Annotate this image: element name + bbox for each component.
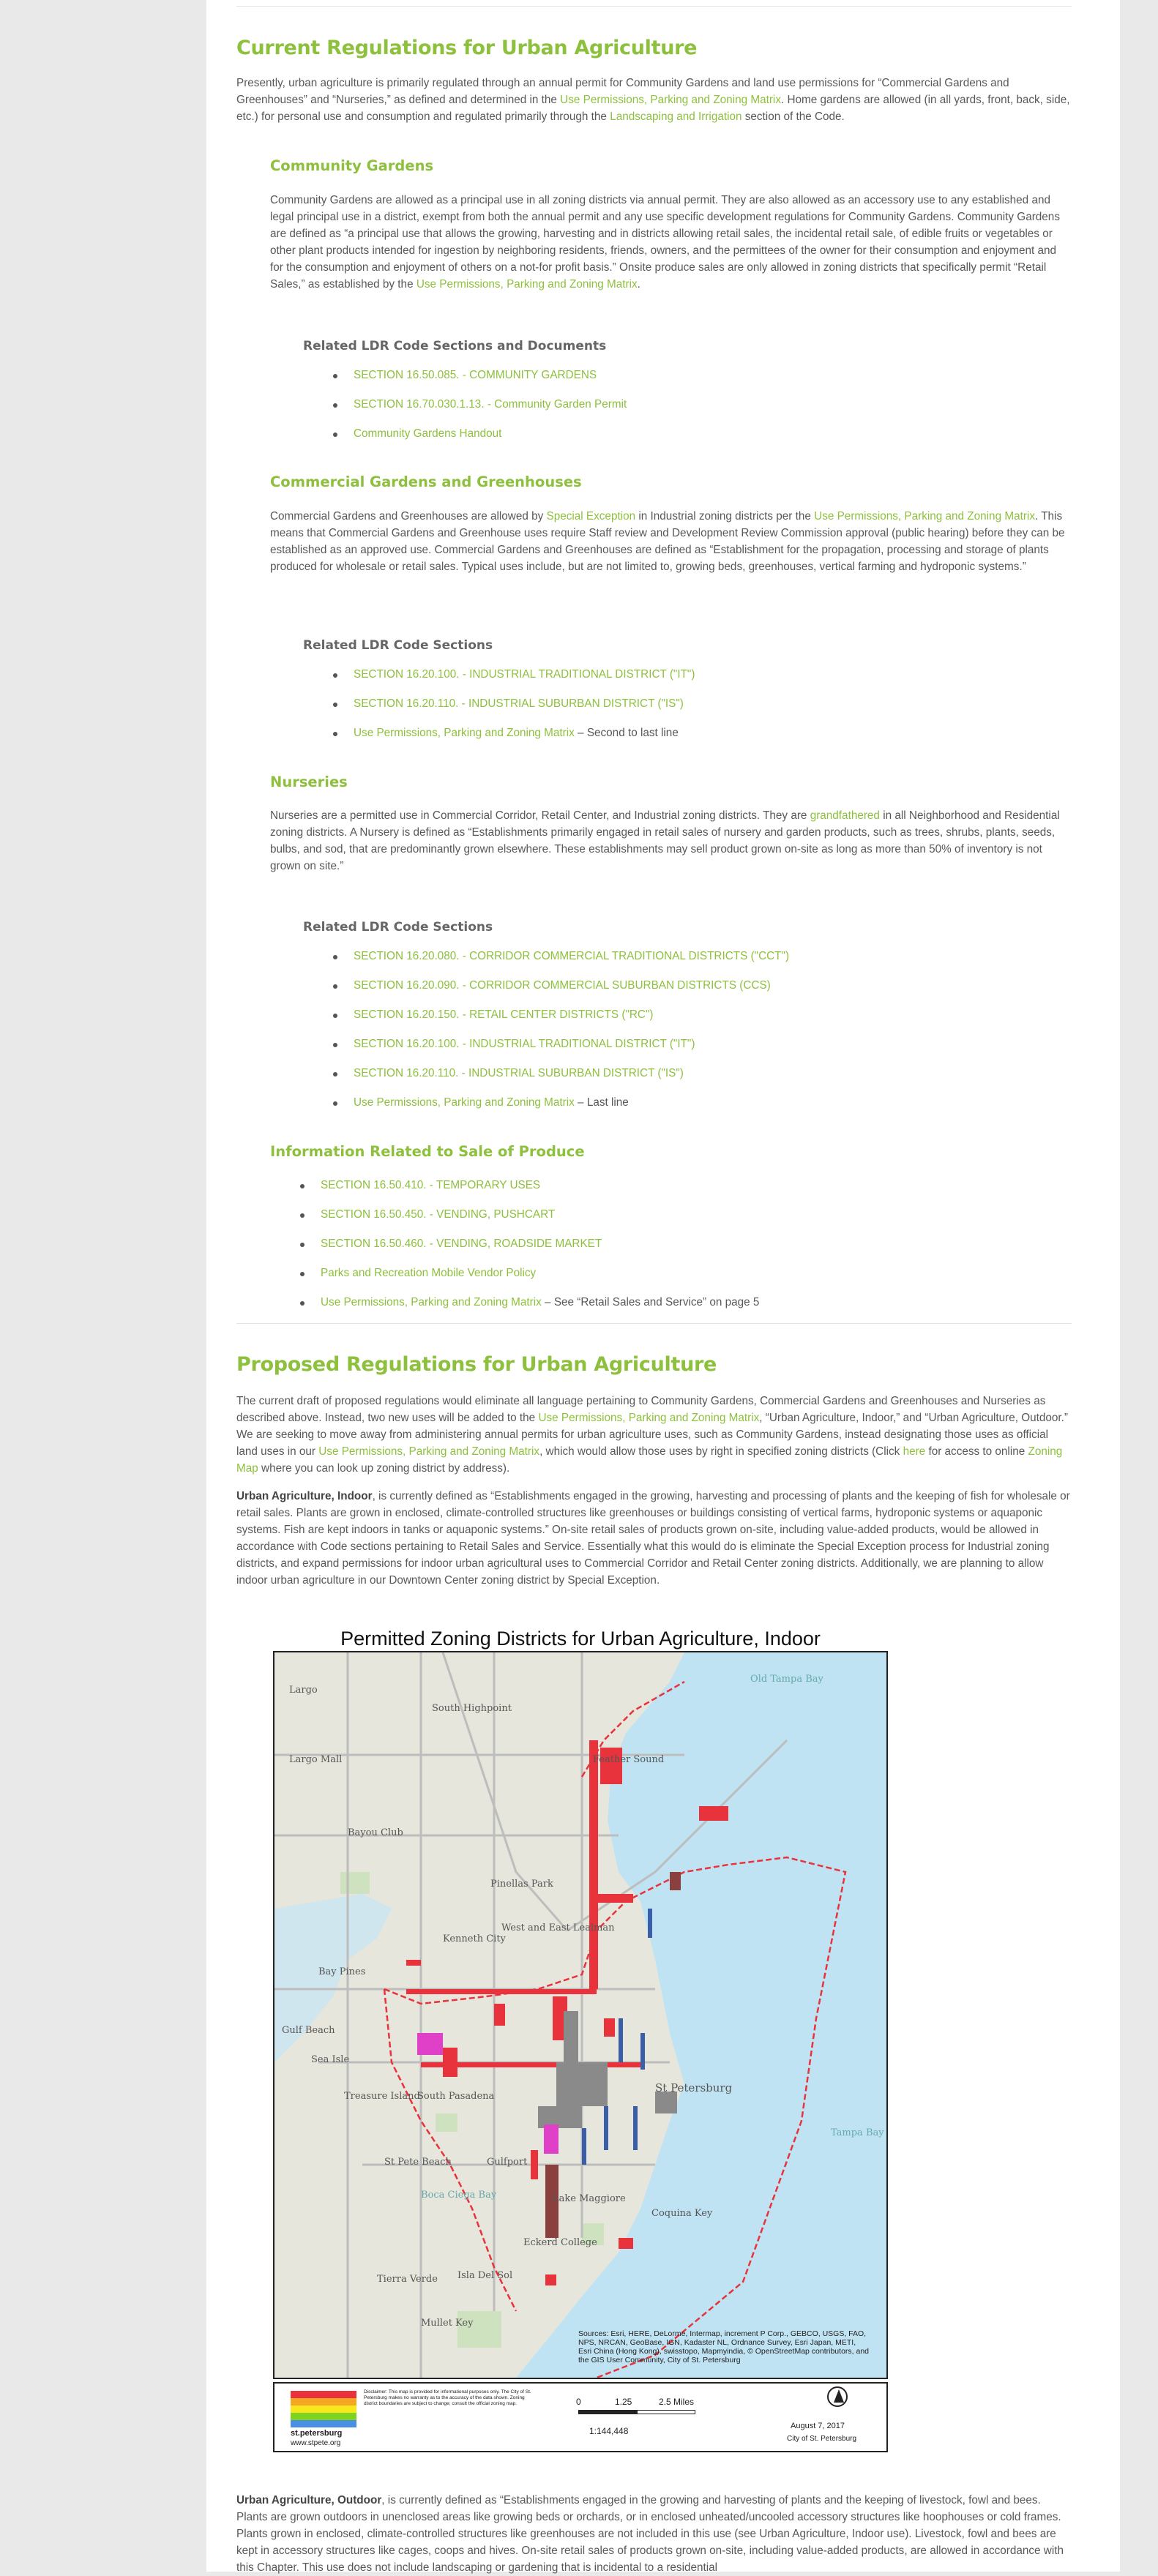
place-label: Lake Maggiore	[553, 2193, 626, 2204]
nurseries-related-heading: Related LDR Code Sections	[303, 920, 493, 935]
community-related-heading: Related LDR Code Sections and Documents	[303, 339, 607, 353]
code-section-link[interactable]: SECTION 16.20.150. - RETAIL CENTER DISTRICTS ("RC")	[354, 1008, 654, 1021]
place-label: Tierra Verde	[377, 2274, 438, 2285]
matrix-link[interactable]: Use Permissions, Parking and Zoning Matrix	[354, 1096, 575, 1109]
list-item	[299, 1237, 1031, 1251]
landscaping-link[interactable]: Landscaping and Irrigation	[610, 111, 742, 123]
place-label: Gulf Beach	[282, 2025, 335, 2036]
code-section-link[interactable]: SECTION 16.70.030.1.13. - Community Garden Permit	[354, 398, 627, 411]
place-label: South Highpoint	[432, 1703, 512, 1714]
park-area	[436, 2113, 457, 2132]
scale-ratio: 1:144,448	[589, 2426, 629, 2436]
map-date: August 7, 2017	[791, 2422, 845, 2430]
section-divider	[236, 1323, 1072, 1324]
nurseries-related-list	[332, 949, 1064, 1125]
scale-label-0: 0	[576, 2397, 581, 2407]
place-label: St Pete Beach	[384, 2157, 452, 2168]
map-graphic	[274, 1652, 886, 2378]
list-item	[332, 368, 1064, 383]
place-label: Sea Isle	[311, 2054, 350, 2065]
map-sources: Sources: Esri, HERE, DeLorme, Intermap, increment P Corp., GEBCO, USGS, FAO, NPS, NRCAN, GeoBase, IGN, Kadaster NL, Ordnance Survey, Esri Japan, METI, Esri China (Hong Kong), swisstopo, Mapmyindia, © OpenStreetMap contributors, and the GIS User Community, City of St. Petersburg	[578, 2329, 870, 2365]
place-label: Gulfport	[487, 2157, 528, 2168]
code-section-link[interactable]: SECTION 16.20.100. - INDUSTRIAL TRADITIONAL DISTRICT ("IT")	[354, 1038, 695, 1050]
north-arrow-icon	[827, 2386, 848, 2407]
list-item	[332, 1066, 1064, 1081]
logo-name: st.petersburg	[291, 2429, 343, 2438]
top-divider	[236, 6, 1072, 7]
place-label: Feather Sound	[593, 1754, 665, 1765]
place-label: Mullet Key	[421, 2318, 474, 2329]
place-label: Boca Ciega Bay	[421, 2190, 497, 2201]
sale-list	[299, 1178, 1031, 1325]
proposed-title: Proposed Regulations for Urban Agriculture	[236, 1353, 717, 1376]
community-gardens-heading: Community Gardens	[270, 157, 434, 174]
current-intro: Presently, urban agriculture is primarily regulated through an annual permit for Community Gardens and land use permissions for “Commercial Gardens and Greenhouses” and “Nurseries,” as defined and determined in the Use Permissions, Parking and Zoning Matrix. Home gardens are allowed (in all yards, front, back, side, etc.) for personal use and consumption and regulated primarily through the Landscaping and Irrigation section of the Code.	[236, 77, 1070, 123]
list-item	[299, 1266, 1031, 1281]
commercial-gardens-heading: Commercial Gardens and Greenhouses	[270, 473, 582, 490]
special-exception-link[interactable]: Special Exception	[546, 510, 636, 523]
place-label: Largo Mall	[289, 1754, 343, 1765]
place-label: Largo	[289, 1685, 318, 1696]
list-item: Use Permissions, Parking and Zoning Matrix – See “Retail Sales and Service” on page 5	[299, 1295, 1031, 1310]
place-label: St Petersburg	[655, 2081, 733, 2094]
vendor-policy-link[interactable]: Parks and Recreation Mobile Vendor Policy	[321, 1267, 537, 1279]
indoor-definition: Urban Agriculture, Indoor, is currently defined as “Establishments engaged in the growing, harvesting and processing of plants and the keeping of fish for wholesale or retail sales. Plants are grown in enclosed, climate-controlled structures like greenhouses or buildings consisting of vertical farms, hydroponic systems or aquaponic systems. Fish are kept indoors in tanks or aquaponic systems.” On-site retail sales of products grown on-site, including value-added products, would be allowed in accordance with Code sections pertaining to Retail Sales and Service. Essentially what this would do is eliminate the Special Exception process for Industrial zoning districts, and expand permissions for indoor urban agricultural uses to Commercial Corridor and Retail Center zoning districts. Additionally, we are planning to allow indoor urban agriculture in our Downtown Center zoning district by Special Exception.	[236, 1490, 1070, 1587]
list-item	[332, 427, 1064, 441]
commercial-related-list	[332, 667, 1064, 755]
map-legend	[273, 2382, 888, 2452]
place-label: Coquina Key	[651, 2208, 713, 2219]
code-section-link[interactable]: SECTION 16.20.110. - INDUSTRIAL SUBURBAN DISTRICT ("IS")	[354, 697, 684, 710]
commercial-related-heading: Related LDR Code Sections	[303, 638, 493, 653]
community-related-list	[332, 368, 1064, 456]
list-item	[332, 1037, 1064, 1052]
matrix-link[interactable]: Use Permissions, Parking and Zoning Matrix	[354, 727, 575, 739]
code-section-link[interactable]: SECTION 16.20.080. - CORRIDOR COMMERCIAL TRADITIONAL DISTRICTS ("CCT")	[354, 950, 790, 962]
map-disclaimer: Disclaimer: This map is provided for informational purposes only. The City of St. Petersburg makes no warranty as to the accuracy of the data shown. Zoning district boundaries are subject to change; consult the official zoning map.	[364, 2389, 531, 2406]
proposed-intro: The current draft of proposed regulations would eliminate all language pertaining to Community Gardens, Commercial Gardens and Greenhouses and Nurseries as described above. Instead, two new uses will be added to the Use Permissions, Parking and Zoning Matrix, “Urban Agriculture, Indoor,” and “Urban Agriculture, Outdoor.” We are seeking to move away from administering annual permits for urban agriculture uses, such as Community Gardens, instead designating those uses as official land uses in our Use Permissions, Parking and Zoning Matrix, which would allow those uses by right in specified zoning districts (Click here for access to online Zoning Map where you can look up zoning district by address).	[236, 1395, 1068, 1475]
city-logo	[291, 2391, 356, 2427]
place-label: Bayou Club	[348, 1827, 403, 1838]
code-section-link[interactable]: SECTION 16.50.085. - COMMUNITY GARDENS	[354, 369, 597, 381]
scale-label-2: 2.5 Miles	[659, 2397, 695, 2407]
list-item	[332, 949, 1064, 964]
matrix-link[interactable]: Use Permissions, Parking and Zoning Matrix	[538, 1412, 760, 1424]
scale-label-1: 1.25	[615, 2397, 632, 2407]
place-label: Pinellas Park	[490, 1879, 553, 1890]
matrix-link[interactable]: Use Permissions, Parking and Zoning Matrix	[321, 1296, 542, 1308]
list-item	[299, 1178, 1031, 1193]
map-org: City of St. Petersburg	[787, 2435, 857, 2443]
zoning-map	[273, 1651, 888, 2379]
list-item	[332, 397, 1064, 412]
list-item	[332, 1008, 1064, 1022]
place-label: Old Tampa Bay	[750, 1674, 823, 1685]
place-label: South Pasadena	[417, 2091, 495, 2102]
scale-bar	[578, 2410, 695, 2414]
place-label: Bay Pines	[318, 1966, 366, 1977]
list-item: Use Permissions, Parking and Zoning Matrix – Second to last line	[332, 726, 1064, 741]
code-section-link[interactable]: SECTION 16.50.460. - VENDING, ROADSIDE MARKET	[321, 1238, 602, 1250]
map-title: Permitted Zoning Districts for Urban Agriculture, Indoor	[340, 1628, 821, 1650]
sale-heading: Information Related to Sale of Produce	[270, 1143, 585, 1160]
place-label: Kenneth City	[443, 1933, 506, 1944]
list-item	[332, 978, 1064, 993]
place-label: Eckerd College	[523, 2237, 597, 2248]
here-link[interactable]: here	[903, 1445, 926, 1458]
place-label: Tampa Bay	[831, 2127, 884, 2138]
list-item: Use Permissions, Parking and Zoning Matrix – Last line	[332, 1096, 1064, 1110]
handout-link[interactable]: Community Gardens Handout	[354, 427, 502, 440]
nurseries-heading: Nurseries	[270, 774, 348, 790]
current-title: Current Regulations for Urban Agriculture	[236, 37, 698, 59]
code-section-link[interactable]: SECTION 16.20.100. - INDUSTRIAL TRADITIONAL DISTRICT ("IT")	[354, 668, 695, 681]
grandfathered-link[interactable]: grandfathered	[810, 809, 880, 822]
community-gardens-text: Community Gardens are allowed as a principal use in all zoning districts via annual permit. They are also allowed as an accessory use to any established and legal principal use in a district, exempt from both the annual permit and any use specific development regulations for Community Gardens. Community Gardens are defined as “a principal use that allows the growing, harvesting and in districts allowing retail sales, the incidental retail sale, of edible fruits or vegetables or other plant products intended for ingestion by neighboring residents, friends, owners, and the permittees of the owner for their consumption and enjoyment and for the consumption and enjoyment of others on a not-for profit basis.” Onsite produce sales are only allowed in zoning districts that specifically permit “Retail Sales,” as established by the Use Permissions, Parking and Zoning Matrix.	[270, 194, 1060, 291]
place-label: Treasure Island	[344, 2091, 420, 2102]
code-section-link[interactable]: SECTION 16.20.110. - INDUSTRIAL SUBURBAN DISTRICT ("IS")	[354, 1067, 684, 1079]
logo-url: www.stpete.org	[291, 2439, 341, 2447]
matrix-link[interactable]: Use Permissions, Parking and Zoning Matrix	[560, 94, 781, 106]
park-area	[340, 1872, 370, 1894]
nurseries-text: Nurseries are a permitted use in Commercial Corridor, Retail Center, and Industrial zoning districts. They are grandfathered in all Neighborhood and Residential zoning districts. A Nursery is defined as “Establishments primarily engaged in retail sales of nursery and garden products, such as trees, shrubs, plants, seeds, bulbs, and sod, that are predominantly grown elsewhere. These establishments may sell product grown on-site as long as more than 50% of inventory is not grown on site.”	[270, 809, 1060, 872]
list-item	[332, 667, 1064, 682]
zoning-map-link[interactable]: Zoning Map	[236, 1445, 1063, 1475]
code-section-link[interactable]: SECTION 16.50.410. - TEMPORARY USES	[321, 1179, 541, 1191]
commercial-gardens-text: Commercial Gardens and Greenhouses are allowed by Special Exception in Industrial zoning districts per the Use Permissions, Parking and Zoning Matrix. This means that Commercial Gardens and Greenhouse uses require Staff review and Development Review Commission approval (public hearing) before they can be established as an approved use. Commercial Gardens and Greenhouses are defined as “Establishment for the propagation, processing and storage of plants produced for wholesale or retail sales. Typical uses include, but are not limited to, growing beds, greenhouses, vertical farming and hydroponic systems.”	[270, 510, 1065, 573]
zoning-map-figure	[273, 1626, 888, 2452]
code-section-link[interactable]: SECTION 16.50.450. - VENDING, PUSHCART	[321, 1208, 556, 1221]
place-label: West and East Lealman	[501, 1922, 615, 1933]
matrix-link[interactable]: Use Permissions, Parking and Zoning Matrix	[318, 1445, 540, 1458]
page	[206, 0, 1120, 2572]
outdoor-definition: Urban Agriculture, Outdoor, is currently defined as “Establishments engaged in the growing and harvesting of plants and the keeping of livestock, fowl and bees. Plants are grown outdoors in unenclosed areas like growing beds or orchards, or in enclosed unheated/uncooled accessory structures like hoophouses or cold frames. Plants grown in enclosed, climate-controlled structures like greenhouses are not included in this use (see Urban Agriculture, Indoor use). Livestock, fowl and bees are kept in accessory structures like cages, coops and hives. On-site retail sales of products grown on-site, including value-added products, are allowed in accordance with this Chapter. This use does not include landscaping or gardening that is incidental to a residential	[236, 2494, 1064, 2574]
code-section-link[interactable]: SECTION 16.20.090. - CORRIDOR COMMERCIAL SUBURBAN DISTRICTS (CCS)	[354, 979, 771, 992]
list-item	[332, 697, 1064, 711]
list-item	[299, 1208, 1031, 1222]
park-area	[457, 2311, 501, 2348]
matrix-link[interactable]: Use Permissions, Parking and Zoning Matrix	[814, 510, 1035, 523]
matrix-link[interactable]: Use Permissions, Parking and Zoning Matrix	[416, 278, 638, 291]
place-label: Isla Del Sol	[457, 2270, 513, 2281]
